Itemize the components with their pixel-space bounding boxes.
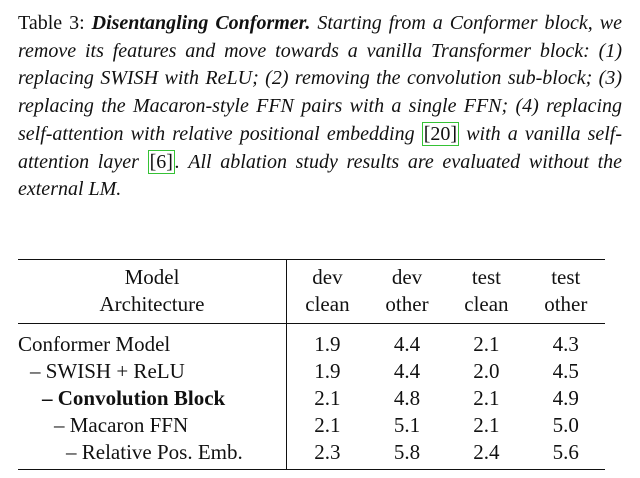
caption-body-part-2: with a vanilla self-attention layer xyxy=(18,122,622,173)
cell-value: 4.3 xyxy=(552,332,579,356)
cell-value: 1.9 xyxy=(314,359,341,383)
table-row-relative-pos-emb xyxy=(18,438,605,470)
row-label: Conformer Model xyxy=(18,330,287,357)
table-caption xyxy=(18,10,622,204)
cell-value: 2.1 xyxy=(473,386,500,410)
cell-value: 4.4 xyxy=(393,359,421,383)
cell-value: 5.1 xyxy=(393,413,421,437)
row-label: – SWISH + ReLU xyxy=(18,357,287,384)
citation-link-6[interactable]: [6] xyxy=(149,150,173,173)
table-header-row-2 xyxy=(18,290,605,324)
header-dev-2: dev xyxy=(368,260,446,291)
table-row-conformer xyxy=(18,330,605,357)
header-other-2: other xyxy=(544,292,588,316)
table-header-row-1 xyxy=(18,260,605,291)
table-row-macaron-ffn xyxy=(18,411,605,438)
caption-label: Table 3: xyxy=(18,12,92,34)
cell-value: 4.8 xyxy=(393,386,421,410)
cell-value: 4.9 xyxy=(552,386,579,410)
header-test-2: test xyxy=(527,260,605,291)
cell-value: 2.1 xyxy=(473,413,500,437)
header-model: Model xyxy=(18,260,287,291)
citation-link-20[interactable]: [20] xyxy=(423,122,458,145)
header-architecture: Architecture xyxy=(18,290,287,324)
header-other-1: other xyxy=(385,292,429,316)
ablation-table xyxy=(18,259,605,470)
cell-value: 2.1 xyxy=(473,332,500,356)
row-label: – Macaron FFN xyxy=(18,411,287,438)
cell-value: 2.0 xyxy=(473,359,500,383)
cell-value: 2.1 xyxy=(314,386,341,410)
table-row-swish-relu xyxy=(18,357,605,384)
caption-body-part-1: Starting from a Conformer block, we remove its features and move towards a vanilla Transformer block: (1) replacing SWISH with ReLU; (2) removing the convolution sub-block; (3) replacing the Macaron-style FFN pairs with a single FFN; (4) replacing self-attention with relative positional embedding xyxy=(18,12,623,145)
header-clean-2: clean xyxy=(464,292,509,316)
cell-value: 4.5 xyxy=(552,359,579,383)
cell-value: 2.4 xyxy=(446,438,526,470)
header-clean-1: clean xyxy=(305,292,350,316)
row-label: – Convolution Block xyxy=(18,384,287,411)
cell-value: 2.3 xyxy=(287,438,368,470)
header-test-1: test xyxy=(446,260,526,291)
cell-value: 5.0 xyxy=(552,413,579,437)
table-row-convolution-block xyxy=(18,384,605,411)
ablation-table-grid xyxy=(18,259,605,470)
cell-value: 5.6 xyxy=(527,438,605,470)
cell-value: 5.8 xyxy=(368,438,446,470)
row-label: – Relative Pos. Emb. xyxy=(18,438,287,470)
cell-value: 2.1 xyxy=(314,413,341,437)
cell-value: 1.9 xyxy=(314,332,341,356)
caption-title: Disentangling Conformer. xyxy=(91,12,311,34)
header-dev-1: dev xyxy=(287,260,368,291)
caption-body-part-3: . All ablation study results are evaluated without the external LM. xyxy=(18,150,623,201)
cell-value: 4.4 xyxy=(393,332,421,356)
